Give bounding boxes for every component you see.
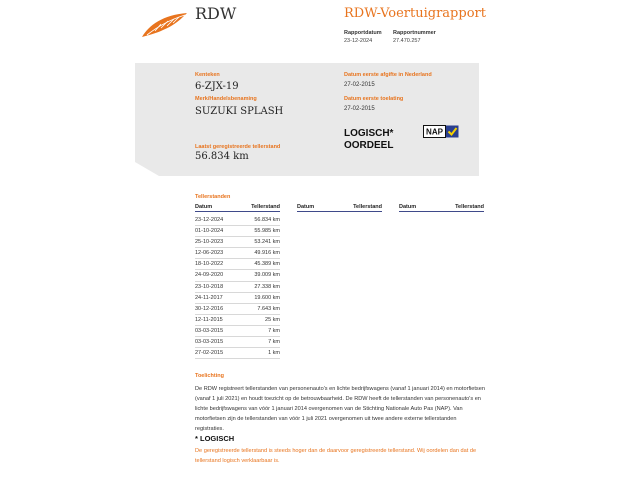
table-row bbox=[195, 293, 280, 304]
table-row bbox=[195, 270, 280, 281]
table-row bbox=[195, 282, 280, 293]
rdw-feather-logo-icon bbox=[141, 11, 189, 38]
table-header-col3 bbox=[399, 204, 484, 212]
verdict-sub: OORDEEL bbox=[344, 140, 394, 151]
row-date: 12-06-2023 bbox=[195, 250, 224, 257]
table-row bbox=[195, 304, 280, 315]
nap-badge-text: NAP bbox=[426, 127, 443, 137]
report-number-value: 27.470.257 bbox=[393, 38, 421, 44]
row-date: 25-10-2023 bbox=[195, 239, 224, 246]
verdict-block bbox=[344, 128, 393, 152]
row-date: 23-10-2018 bbox=[195, 283, 224, 290]
explanation-title: Toelichting bbox=[195, 373, 224, 379]
report-date-value: 23-12-2024 bbox=[344, 38, 373, 44]
row-date: 18-10-2022 bbox=[195, 261, 224, 268]
report-number-label: Rapportnummer bbox=[393, 30, 436, 36]
panel-corner-cut bbox=[135, 162, 159, 176]
row-reading: 25 km bbox=[265, 316, 280, 323]
row-date: 24-09-2020 bbox=[195, 272, 224, 279]
col-reading-header: Tellerstand bbox=[251, 204, 280, 210]
explanation-text: De RDW registreert tellerstanden van personenauto's en lichte bedrijfswagens (vanaf 1 januari 2014) en motorfietsen (vanaf 1 juli 2021) en houdt toezicht op de betrouwbaarheid. De RDW heeft de tellerstanden van personenauto's en lichte bedrijfswagens van vóór 1 januari 2014 overgenomen van de Stichting Nationale Auto Pas (NAP). Van motorfietsen zijn de tellerstanden van vóór 1 juli 2021 overgenomen uit twee andere externe tellerstanden registraties. bbox=[195, 386, 485, 432]
report-number-block bbox=[393, 30, 436, 44]
row-reading: 53.241 km bbox=[254, 239, 280, 246]
table-row bbox=[195, 237, 280, 248]
table-row bbox=[195, 259, 280, 270]
row-reading: 39.009 km bbox=[254, 272, 280, 279]
col-reading-header: Tellerstand bbox=[455, 204, 484, 210]
make-label: Merk/Handelsbenaming bbox=[195, 96, 257, 102]
verdict-text: LOGISCH* bbox=[344, 128, 394, 139]
row-date: 12-11-2015 bbox=[195, 316, 223, 323]
table-header-col1 bbox=[195, 204, 280, 212]
row-reading: 49.916 km bbox=[254, 250, 280, 257]
report-title: RDW-Voertuigrapport bbox=[344, 6, 486, 21]
row-date: 03-03-2015 bbox=[195, 327, 224, 334]
table-header-col2 bbox=[297, 204, 382, 212]
odometer-rows bbox=[195, 215, 280, 359]
row-reading: 7 km bbox=[268, 327, 280, 334]
row-reading: 7.643 km bbox=[257, 305, 280, 312]
odometer-value: 56.834 km bbox=[195, 151, 249, 162]
report-date-block bbox=[344, 30, 382, 44]
vehicle-summary-panel bbox=[135, 63, 479, 176]
row-date: 23-12-2024 bbox=[195, 217, 224, 223]
odometer-section-title: Tellerstanden bbox=[195, 194, 231, 200]
brand-name: RDW bbox=[195, 4, 237, 23]
row-date: 24-11-2017 bbox=[195, 294, 223, 301]
row-reading: 27.338 km bbox=[254, 283, 280, 290]
table-row bbox=[195, 215, 280, 226]
row-date: 03-03-2015 bbox=[195, 339, 224, 346]
table-row bbox=[195, 348, 280, 359]
row-date: 27-02-2015 bbox=[195, 350, 224, 357]
row-reading: 7 km bbox=[268, 339, 280, 346]
plate-value: 6-ZJX-19 bbox=[195, 81, 239, 92]
first-admission-nl-value: 27-02-2015 bbox=[344, 82, 375, 88]
first-admission-label: Datum eerste toelating bbox=[344, 96, 404, 102]
row-reading: 56.834 km bbox=[254, 217, 280, 223]
plate-label: Kenteken bbox=[195, 72, 220, 78]
table-row bbox=[195, 326, 280, 337]
make-value: SUZUKI SPLASH bbox=[195, 106, 284, 117]
table-row bbox=[195, 248, 280, 259]
row-reading: 1 km bbox=[268, 350, 280, 357]
table-row bbox=[195, 337, 280, 348]
table-row bbox=[195, 226, 280, 237]
col-date-header: Datum bbox=[195, 204, 213, 210]
row-date: 30-12-2016 bbox=[195, 305, 224, 312]
logisch-footnote-text: De geregistreerde tellerstand is steeds hoger dan de daarvoor geregistreerde tellerstand. Wij oordelen dan dat de tellerstand logisch verklaarbaar is. bbox=[195, 448, 477, 464]
row-reading: 19.600 km bbox=[254, 294, 280, 301]
col-date-header: Datum bbox=[297, 204, 315, 210]
col-reading-header: Tellerstand bbox=[353, 204, 382, 210]
row-reading: 45.389 km bbox=[254, 261, 280, 268]
report-date-label: Rapportdatum bbox=[344, 30, 382, 36]
row-reading: 55.985 km bbox=[254, 228, 280, 235]
table-row bbox=[195, 315, 280, 326]
row-date: 01-10-2024 bbox=[195, 228, 224, 235]
col-date-header: Datum bbox=[399, 204, 417, 210]
first-admission-nl-label: Datum eerste afgifte in Nederland bbox=[344, 72, 432, 78]
first-admission-value: 27-02-2015 bbox=[344, 106, 375, 112]
odometer-label: Laatst geregistreerde tellerstand bbox=[195, 144, 281, 150]
logisch-footnote-title: * LOGISCH bbox=[195, 434, 235, 443]
nap-check-icon bbox=[423, 125, 459, 138]
